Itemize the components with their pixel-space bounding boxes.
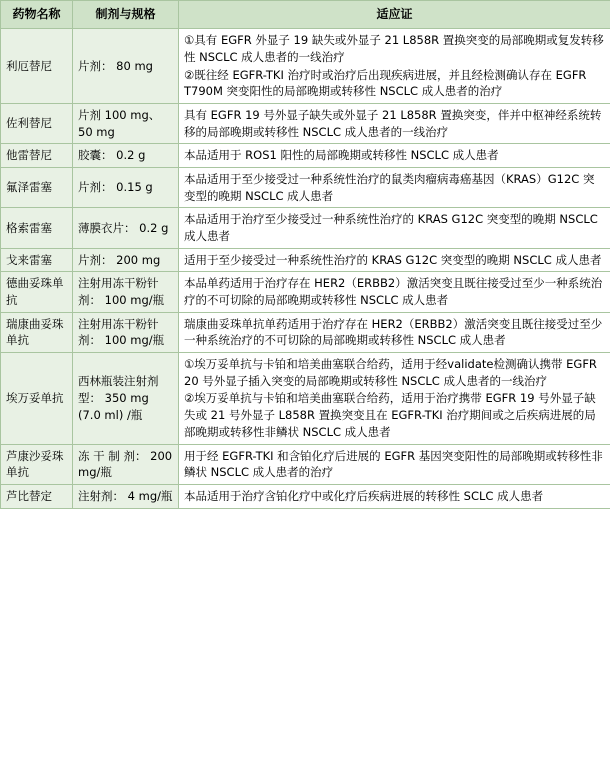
formulation-spec-cell: 片剂 100 mg、50 mg — [73, 104, 179, 144]
indication-line: 用于经 EGFR-TKI 和含铂化疗后进展的 EGFR 基因突变阳性的局部晚期或转移性非鳞状 NSCLC 成人患者的治疗 — [184, 448, 603, 480]
column-header-drug-name: 药物名称 — [1, 1, 73, 29]
indication-cell — [179, 29, 610, 104]
indication-cell — [179, 104, 610, 144]
table-row — [1, 272, 610, 312]
indication-cell — [179, 484, 610, 508]
drug-name-cell: 埃万妥单抗 — [1, 353, 73, 444]
table-row — [1, 104, 610, 144]
indication-line: 本品适用于 ROS1 阳性的局部晚期或转移性 NSCLC 成人患者 — [184, 148, 499, 163]
table-row — [1, 444, 610, 484]
drug-name-cell: 利厄替尼 — [1, 29, 73, 104]
drug-name-cell: 瑞康曲妥珠单抗 — [1, 312, 73, 352]
indication-line: 瑞康曲妥珠单抗单药适用于治疗存在 HER2（ERBB2）激活突变且既往接受过至少一种系统治疗的不可切除的局部晚期或转移性 NSCLC 成人患者 — [184, 316, 603, 348]
indication-line: 本品适用于至少接受过一种系统性治疗的鼠类肉瘤病毒癌基因（KRAS）G12C 突变型的晚期 NSCLC 成人患者 — [184, 172, 595, 203]
formulation-spec-cell: 冻 干 制 剂： 200 mg/瓶 — [73, 444, 179, 484]
indication-line: ①具有 EGFR 外显子 19 缺失或外显子 21 L858R 置换突变的局部晚期或复发转移性 NSCLC 成人患者的一线治疗 — [184, 33, 604, 65]
indication-cell — [179, 312, 610, 352]
drug-name-cell: 德曲妥珠单抗 — [1, 272, 73, 312]
formulation-spec-cell: 片剂： 80 mg — [73, 29, 179, 104]
table-row — [1, 208, 610, 248]
table-header — [1, 1, 610, 29]
table-row — [1, 484, 610, 508]
table-row — [1, 353, 610, 444]
table-row — [1, 248, 610, 272]
drug-name-cell: 佐利替尼 — [1, 104, 73, 144]
formulation-spec-cell: 注射剂： 4 mg/瓶 — [73, 484, 179, 508]
indication-cell — [179, 272, 610, 312]
indication-line: ①埃万妥单抗与卡铂和培美曲塞联合给药，适用于经validate检测确认携带 EGFR 20 号外显子插入突变的局部晚期或转移性 NSCLC 成人患者的一线治疗 — [184, 357, 597, 388]
formulation-spec-cell: 胶囊： 0.2 g — [73, 144, 179, 168]
drug-name-cell: 格索雷塞 — [1, 208, 73, 248]
formulation-spec-cell: 片剂： 200 mg — [73, 248, 179, 272]
indication-line: 本品适用于治疗至少接受过一种系统性治疗的 KRAS G12C 突变型的晚期 NSCLC 成人患者 — [184, 212, 598, 244]
formulation-spec-cell: 薄膜衣片： 0.2 g — [73, 208, 179, 248]
formulation-spec-cell: 注射用冻干粉针剂： 100 mg/瓶 — [73, 312, 179, 352]
indication-cell — [179, 353, 610, 444]
drug-name-cell: 他雷替尼 — [1, 144, 73, 168]
indication-cell — [179, 208, 610, 248]
indication-line: 具有 EGFR 19 号外显子缺失或外显子 21 L858R 置换突变，伴并中枢神经系统转移的局部晚期或转移性 NSCLC 成人患者的一线治疗 — [184, 108, 602, 139]
indication-line: 适用于至少接受过一种系统性治疗的 KRAS G12C 突变型的晚期 NSCLC 成人患者 — [184, 252, 602, 267]
indication-line: 本品适用于治疗含铂化疗中或化疗后疾病进展的转移性 SCLC 成人患者 — [184, 488, 544, 503]
indication-line: ②既往经 EGFR-TKI 治疗时或治疗后出现疾病进展，并且经检测确认存在 EGFR T790M 突变阳性的局部晚期或转移性 NSCLC 成人患者的治疗 — [184, 67, 587, 99]
drug-name-cell: 戈来雷塞 — [1, 248, 73, 272]
table-body — [1, 29, 610, 508]
column-header-indication: 适应证 — [179, 1, 610, 29]
indication-line: ②埃万妥单抗与卡铂和培美曲塞联合给药，适用于治疗携带 EGFR 19 号外显子缺失或 21 号外显子 L858R 置换突变且在 EGFR-TKI 治疗期间或之后疾病进展的局部晚期或转移性非鳞状 NSCLC 成人患者 — [184, 391, 596, 439]
formulation-spec-cell: 注射用冻干粉针剂： 100 mg/瓶 — [73, 272, 179, 312]
table-header-row — [1, 1, 610, 29]
drug-name-cell: 芦康沙妥珠单抗 — [1, 444, 73, 484]
formulation-spec-cell: 西林瓶装注射剂型： 350 mg (7.0 ml) /瓶 — [73, 353, 179, 444]
column-header-formulation-spec: 制剂与规格 — [73, 1, 179, 29]
indication-line: 本品单药适用于治疗存在 HER2（ERBB2）激活突变且既往接受过至少一种系统治疗的不可切除的局部晚期或转移性 NSCLC 成人患者 — [184, 276, 603, 308]
indication-cell — [179, 444, 610, 484]
table-row — [1, 144, 610, 168]
formulation-spec-cell: 片剂： 0.15 g — [73, 168, 179, 208]
table-row — [1, 168, 610, 208]
drug-name-cell: 芦比替定 — [1, 484, 73, 508]
drug-name-cell: 氟泽雷塞 — [1, 168, 73, 208]
indication-cell — [179, 144, 610, 168]
table-row — [1, 312, 610, 352]
indication-cell — [179, 168, 610, 208]
table-row — [1, 29, 610, 104]
indication-cell — [179, 248, 610, 272]
